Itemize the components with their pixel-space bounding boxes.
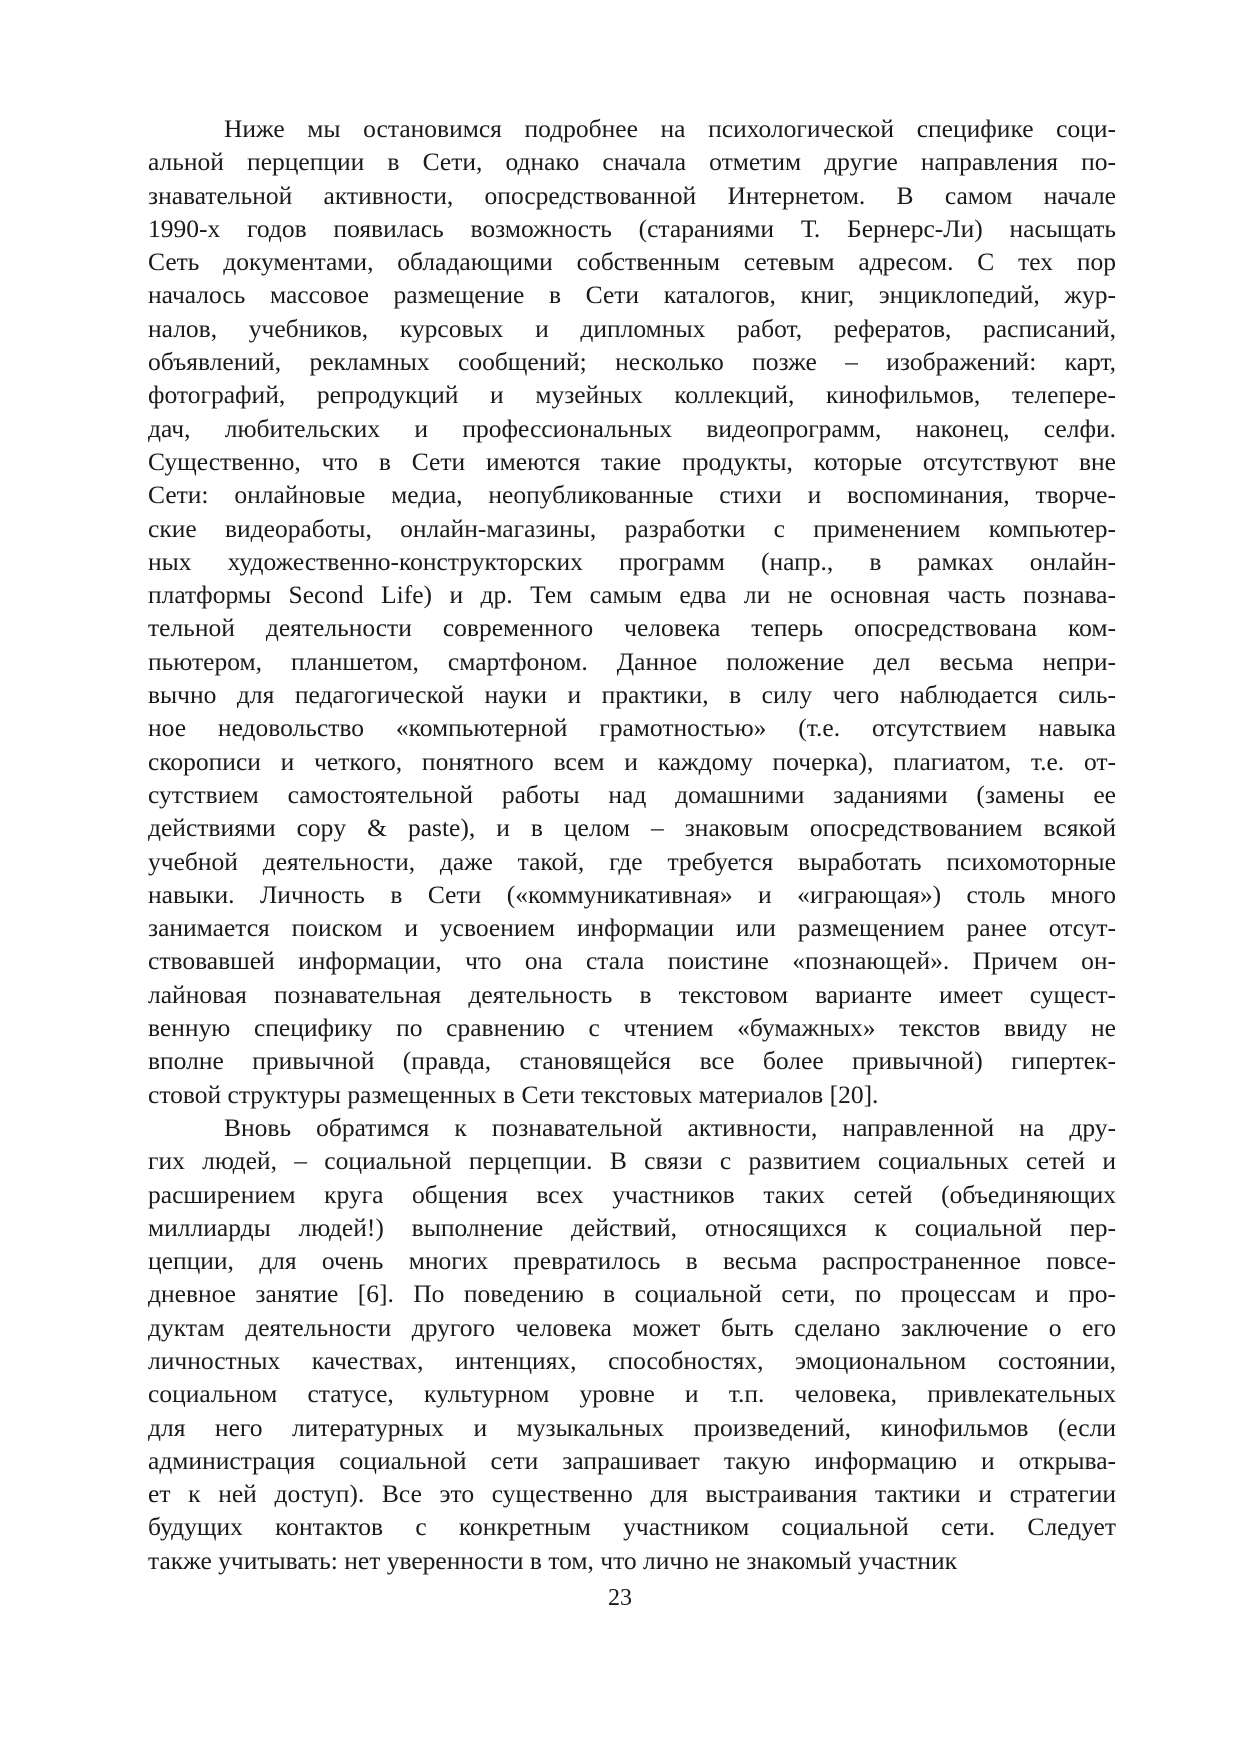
paragraph-2: [148, 1111, 1116, 1577]
text-line: 1990-х годов появилась возможность (стараниями Т. Бернерс-Ли) насыщать: [148, 213, 1116, 243]
text-line: дуктам деятельности другого человека может быть сделано заключение о его: [148, 1312, 1116, 1342]
text-line: дач, любительских и профессиональных видеопрограмм, наконец, селфи.: [148, 413, 1116, 443]
text-line: альной перцепции в Сети, однако сначала отметим другие направления по-: [148, 147, 1116, 177]
text-line: ное недовольство «компьютерной грамотностью» (т.е. отсутствием навыка: [148, 713, 1116, 743]
text-line: администрация социальной сети запрашивает такую информацию и открыва-: [148, 1445, 1116, 1475]
text-line: Вновь обратимся к познавательной активности, направленной на дру-: [224, 1112, 1116, 1142]
text-line: дневное занятие [6]. По поведению в социальной сети, по процессам и про-: [148, 1279, 1116, 1309]
text-line: венную специфику по сравнению с чтением «бумажных» текстов ввиду не: [148, 1013, 1116, 1043]
text-line: тельной деятельности современного человека теперь опосредствована ком-: [148, 613, 1116, 643]
text-line: платформы Second Life) и др. Тем самым едва ли не основная часть познава-: [148, 580, 1116, 610]
text-line: объявлений, рекламных сообщений; несколько позже – изображений: карт,: [148, 347, 1116, 377]
text-line: для него литературных и музыкальных произведений, кинофильмов (если: [148, 1412, 1116, 1442]
text-line: вполне привычной (правда, становящейся все более привычной) гипертек-: [148, 1046, 1116, 1076]
text-line: действиями copy & paste), и в целом – знаковым опосредствованием всякой: [148, 813, 1116, 843]
text-line: Существенно, что в Сети имеются такие продукты, которые отсутствуют вне: [148, 446, 1116, 476]
text-line: ские видеоработы, онлайн-магазины, разработки с применением компьютер-: [148, 513, 1116, 543]
text-line: началось массовое размещение в Сети каталогов, книг, энциклопедий, жур-: [148, 280, 1116, 310]
text-line: Сети: онлайновые медиа, неопубликованные стихи и воспоминания, творче-: [148, 480, 1116, 510]
text-line: занимается поиском и усвоением информации или размещением ранее отсут-: [148, 913, 1116, 943]
text-line: налов, учебников, курсовых и дипломных работ, рефератов, расписаний,: [148, 313, 1116, 343]
paragraph-1: [148, 112, 1116, 1111]
text-line: также учитывать: нет уверенности в том, что лично не знакомый участник: [148, 1545, 958, 1575]
text-line: навыки. Личность в Сети («коммуникативная» и «играющая») столь много: [148, 879, 1116, 909]
text-line: ствовавшей информации, что она стала поистине «познающей». Причем он-: [148, 946, 1116, 976]
text-line: социальном статусе, культурном уровне и т.п. человека, привлекательных: [148, 1379, 1116, 1409]
text-line: вычно для педагогической науки и практики, в силу чего наблюдается силь-: [148, 680, 1116, 710]
text-line: ных художественно-конструкторских программ (напр., в рамках онлайн-: [148, 546, 1116, 576]
text-line: цепции, для очень многих превратилось в весьма распространенное повсе-: [148, 1246, 1116, 1276]
text-line: Сеть документами, обладающими собственным сетевым адресом. С тех пор: [148, 247, 1116, 277]
page-number: 23: [608, 1585, 632, 1611]
text-line: расширением круга общения всех участников таких сетей (объединяющих: [148, 1179, 1116, 1209]
text-line: сутствием самостоятельной работы над домашними заданиями (замены ее: [148, 779, 1116, 809]
text-line: учебной деятельности, даже такой, где требуется выработать психомоторные: [148, 846, 1116, 876]
text-line: лайновая познавательная деятельность в текстовом варианте имеет сущест-: [148, 979, 1116, 1009]
text-line: гих людей, – социальной перцепции. В связи с развитием социальных сетей и: [148, 1146, 1116, 1176]
text-line: будущих контактов с конкретным участником социальной сети. Следует: [148, 1512, 1116, 1542]
text-line: ет к ней доступ). Все это существенно для выстраивания тактики и стратегии: [148, 1479, 1116, 1509]
page-body: [148, 112, 1116, 1577]
text-line: пьютером, планшетом, смартфоном. Данное положение дел весьма непри-: [148, 646, 1116, 676]
text-line: личностных качествах, интенциях, способностях, эмоциональном состоянии,: [148, 1345, 1116, 1375]
text-line: Ниже мы остановимся подробнее на психологической специфике соци-: [224, 114, 1116, 143]
text-line: стовой структуры размещенных в Сети текстовых материалов [20].: [148, 1079, 879, 1109]
text-line: фотографий, репродукций и музейных коллекций, кинофильмов, телепере-: [148, 380, 1116, 410]
text-line: скорописи и четкого, понятного всем и каждому почерка), плагиатом, т.е. от-: [148, 746, 1116, 776]
text-line: знавательной активности, опосредствованной Интернетом. В самом начале: [148, 180, 1116, 210]
text-line: миллиарды людей!) выполнение действий, относящихся к социальной пер-: [148, 1212, 1116, 1242]
